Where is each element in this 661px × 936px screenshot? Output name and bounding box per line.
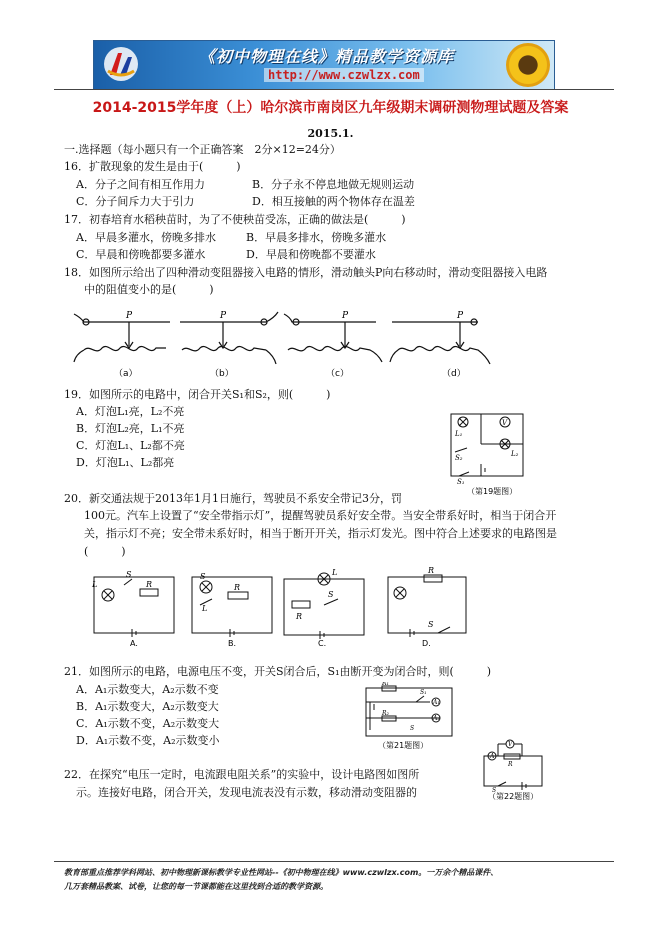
exam-date: 2015.1. (307, 127, 354, 140)
q22-line2: 示。连接好电路，闭合开关，发现电流表没有示数，移动滑动变阻器的 (76, 786, 417, 799)
q19-caption: （第19题图） (467, 487, 518, 496)
q22-line1: 22．在探究“电压一定时，电流跟电阻关系”的实验中，设计电路图如图所 (64, 768, 420, 781)
q21-stem: 21．如图所示的电路，电源电压不变，开关S闭合后，S₁由断开变为闭合时，则( ) (64, 665, 492, 678)
q17-option-a: A．早晨多灌水，傍晚多排水 (76, 231, 216, 244)
q16-option-b: B．分子永不停息地做无规则运动 (252, 178, 415, 191)
q20-option-b: B. (228, 639, 237, 647)
q19-option-b: B．灯泡L₂亮，L₁不亮 (76, 422, 185, 435)
q17-option-d: D．早晨和傍晚都不要灌水 (246, 248, 376, 261)
q20-c-r: R (296, 612, 303, 621)
q20-d-s: S (428, 620, 434, 629)
banner-title: 《初中物理在线》精品教学资源库 (199, 47, 455, 66)
q21-fig-a1: A₁ (433, 699, 440, 706)
site-logo-icon (102, 45, 140, 83)
header-banner (93, 40, 555, 90)
q22-fig-a: A (490, 753, 495, 760)
q20-a-s: S (126, 570, 132, 579)
q18-stem-line1: 18．如图所示给出了四种滑动变阻器接入电路的情形，滑动触头P向右移动时，滑动变阻器接入电路 (64, 266, 548, 279)
q22-circuit-figure (478, 738, 548, 800)
footer-rule (54, 861, 614, 862)
header-rule (54, 89, 614, 90)
q20-line1: 20．新交通法规于2013年1月1日施行，驾驶员不系安全带记3分，罚 (64, 492, 402, 505)
q20-b-l: L (202, 604, 208, 613)
q22-fig-v: V (508, 741, 513, 748)
q21-circuit-figure (360, 682, 460, 752)
q20-c-s: S (328, 590, 334, 599)
q18-p-label-d: P (457, 311, 464, 321)
q19-circuit-figure (445, 408, 535, 496)
q20-b-r: R (234, 583, 241, 592)
q20-line4: ( ) (84, 545, 126, 558)
q22-caption: （第22题图） (488, 792, 539, 800)
q18-rheostat-figure (70, 302, 510, 380)
q18-label-b: （b） (210, 369, 234, 379)
q21-caption: （第21题图） (378, 741, 429, 750)
q18-label-a: （a） (114, 369, 138, 379)
q21-fig-s: S (410, 725, 415, 732)
q18-label-c: （c） (326, 369, 349, 379)
q17-option-b: B．早晨多排水，傍晚多灌水 (246, 231, 387, 244)
page-title: 2014-2015学年度（上）哈尔滨市南岗区九年级期末调研测物理试题及答案 (92, 100, 569, 116)
q21-fig-s1: S₁ (420, 689, 427, 696)
q20-c-l: L (332, 568, 338, 577)
q20-option-c: C. (318, 639, 327, 647)
q20-b-s: S (200, 572, 206, 581)
q21-option-d: D．A₁示数不变，A₂示数变小 (76, 734, 220, 747)
footer-line2: 几万套精品教案、试卷，让您的每一节课都能在这里找到合适的教学资源。 (64, 882, 328, 891)
footer-line1: 教育部重点推荐学科网站、初中物理新课标教学专业性网站--《初中物理在线》www.czwlzx.com。一万余个精品课件、 (64, 868, 499, 877)
q21-option-a: A．A₁示数变大，A₂示数不变 (76, 683, 219, 696)
q20-line3: 关，指示灯不亮；安全带未系好时，相当于断开开关，指示灯发光。图中符合上述要求的电路图是 (84, 527, 557, 540)
q21-fig-a2: A₂ (433, 715, 440, 722)
q20-option-d: D. (422, 639, 431, 647)
banner-url[interactable]: http://www.czwlzx.com (264, 68, 424, 82)
q16-option-a: A．分子之间有相互作用力 (76, 178, 205, 191)
q19-fig-l1: L₁ (455, 430, 463, 438)
q22-fig-s: S (492, 787, 497, 794)
q17-option-c: C．早晨和傍晚都要多灌水 (76, 248, 206, 261)
q16-option-d: D．相互接触的两个物体存在温差 (252, 195, 415, 208)
section-heading: 一.选择题（每小题只有一个正确答案 2分×12=24分） (64, 143, 341, 156)
q22-fig-r: R (508, 761, 513, 768)
q20-option-a: A. (130, 639, 138, 647)
q18-p-label-b: P (220, 311, 227, 321)
q21-fig-r1: R₁ (382, 682, 389, 687)
q20-a-l: L (92, 580, 98, 589)
q17-stem: 17．初春培育水稻秧苗时，为了不使秧苗受冻，正确的做法是( ) (64, 213, 406, 226)
q19-fig-v: V (502, 419, 508, 427)
q21-option-c: C．A₁示数不变，A₂示数变大 (76, 717, 220, 730)
q19-fig-s1: S₁ (457, 478, 465, 486)
sunflower-image (506, 43, 550, 87)
q20-a-r: R (146, 580, 153, 589)
q19-option-c: C．灯泡L₁、L₂都不亮 (76, 439, 185, 452)
q18-stem-line2: 中的阻值变小的是( ) (84, 283, 214, 296)
q16-option-c: C．分子间斥力大于引力 (76, 195, 195, 208)
q19-fig-s2: S₂ (455, 454, 463, 462)
q19-fig-l2: L₂ (511, 450, 519, 458)
footer (64, 866, 624, 894)
q19-option-a: A．灯泡L₁亮，L₂不亮 (76, 405, 185, 418)
q20-d-r: R (428, 566, 435, 575)
q19-option-d: D．灯泡L₁、L₂都亮 (76, 456, 175, 469)
q21-option-b: B．A₁示数变大，A₂示数变大 (76, 700, 219, 713)
q18-label-d: （d） (442, 369, 466, 379)
q18-p-label-a: P (126, 311, 133, 321)
q20-line2: 100元。汽车上设置了“安全带指示灯”，提醒驾驶员系好安全带。当安全带系好时，相当于闭合开 (84, 509, 557, 522)
q19-stem: 19．如图所示的电路中，闭合开关S₁和S₂，则( ) (64, 388, 331, 401)
q20-circuits-figure (88, 565, 468, 647)
q18-p-label-c: P (342, 311, 349, 321)
q21-fig-r2: R₂ (382, 710, 389, 717)
q16-stem: 16．扩散现象的发生是由于( ) (64, 160, 241, 173)
